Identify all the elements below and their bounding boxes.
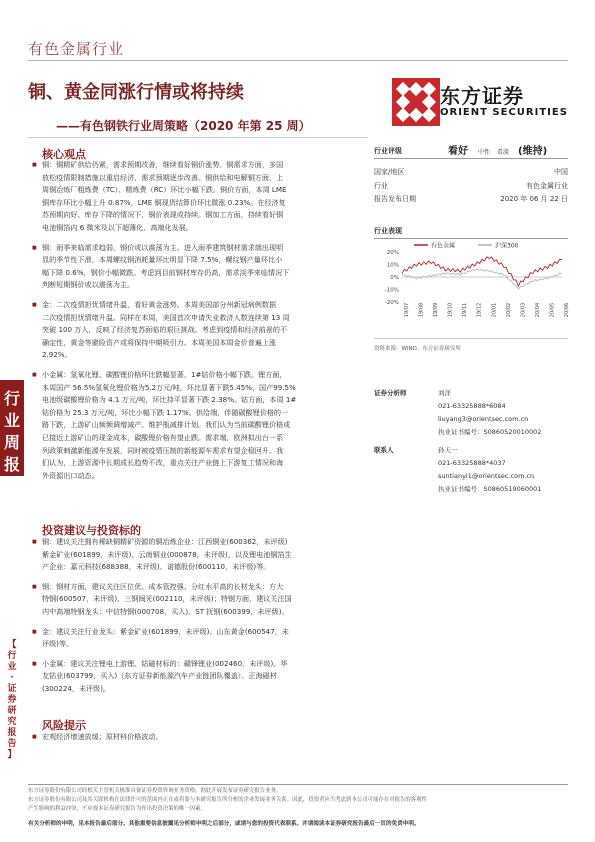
paragraph-line: 友钴业(603799，买入)（东方证券新能源汽车产业链团队覆盖）、正海磁材 bbox=[42, 671, 277, 681]
series-line-0 bbox=[402, 257, 562, 286]
bullet-icon: ■ bbox=[32, 583, 37, 590]
logo-mark-icon bbox=[392, 78, 440, 126]
report-title: 铜、黄金同涨行情或将持续 bbox=[28, 82, 244, 103]
bullet-icon: ■ bbox=[32, 660, 37, 667]
footer-line: 产生影响的利益冲突，不应视本证券研究报告为作出投资决策的唯一因素。 bbox=[28, 806, 206, 812]
analyst-phone: 021-63325888*4037 bbox=[438, 459, 506, 467]
side-label-char: 研 bbox=[7, 706, 17, 716]
y-tick-label: 20% bbox=[386, 250, 399, 256]
paragraph-line: 紫金矿业(601899，未评级)、云南铜业(000878，未评级)，以及锂电池铜箔生 bbox=[42, 549, 292, 559]
rating-row-value: 有色金属行业 bbox=[526, 182, 568, 190]
bullet-icon: ■ bbox=[32, 734, 37, 740]
paragraph-line: 特钢(600507，未评级)、三钢闽光(002110，未评级)；特钢方面，建议关注国 bbox=[42, 594, 292, 604]
paragraph-line: 电池铜箔内 6 微米及以下超薄化、高端化发展。 bbox=[42, 223, 193, 232]
x-tick-label: 19/12 bbox=[476, 302, 483, 318]
side-label-char: 【 bbox=[7, 640, 17, 650]
y-tick-label: 0% bbox=[390, 275, 399, 281]
rating-top-rule bbox=[374, 158, 568, 159]
paragraph-line: 铜：铜精矿供给仍紧，需求预期改善，继续看好铜价涨势。铜需求方面，多国 bbox=[42, 160, 284, 169]
paragraph-line: 路下跌，上游矿山频频调增减产、维护瓶减排计划。我们认为当前碳酸锂价格或 bbox=[42, 420, 291, 430]
perf-bottom-rule bbox=[374, 338, 568, 339]
analyst-cert: 执业证书编号：S0860519060001 bbox=[438, 485, 542, 493]
x-tick-label: 20/05 bbox=[549, 302, 556, 318]
paragraph-line: 评级)等。 bbox=[42, 639, 74, 649]
rating-option-bearish: 看淡 bbox=[497, 149, 510, 156]
side-label-char: 行 bbox=[7, 651, 17, 661]
paragraph-line: 列政策刺激新能源车发展，同时被疫情压制的新能源车需求有望企稳回升。我 bbox=[42, 445, 284, 455]
analyst-name: 孙天一 bbox=[438, 446, 458, 454]
risk-heading: 风险提示 bbox=[42, 719, 86, 732]
top-divider bbox=[28, 60, 568, 61]
logo-name-en: ORIENT SECURITIES bbox=[440, 107, 568, 118]
side-band-char: 报 bbox=[3, 455, 20, 474]
analyst-email[interactable]: suntianyi1@orientsec.com.cn bbox=[438, 472, 535, 480]
logo-name-cn: 东方证券 bbox=[440, 84, 524, 108]
paragraph-line: 突破 100 万人，反映了经济复苏面临的艰巨挑战。考虑到疫情和经济前景的不 bbox=[42, 325, 288, 335]
rating-row-key: 国家/地区 bbox=[374, 168, 405, 176]
x-tick-label: 19/09 bbox=[433, 302, 440, 318]
footer-statement: 有关分析师的申明，见本报告最后部分。其他重要信息披露见分析师申明之后部分，或请与您的投资代表联系。并请阅读本证券研究报告最后一页的免责申明。 bbox=[28, 821, 420, 827]
paragraph-line: (300224，未评级)。 bbox=[42, 684, 111, 693]
bullet-icon: ■ bbox=[32, 539, 37, 545]
paragraph-line: 钢：钢材方面，建议关注区位优、成本管控强、分红水平高的长材龙头：方大 bbox=[42, 581, 284, 591]
side-label-char: 报 bbox=[7, 728, 17, 738]
side-label-char: 究 bbox=[7, 717, 17, 727]
invest-heading: 投资建议与投资标的 bbox=[42, 524, 141, 537]
rating-row-value: 2020 年 06 月 22 日 bbox=[500, 195, 568, 203]
y-tick-label: -20% bbox=[384, 300, 399, 306]
x-tick-label: 19/11 bbox=[462, 302, 469, 318]
paragraph-line: 内中高端特钢龙头：中信特钢(000708，买入)、ST 抚钢(600399，未评级)。 bbox=[42, 607, 289, 616]
rating-row-key: 行业 bbox=[374, 182, 388, 190]
analyst-role: 证券分析师 bbox=[374, 389, 407, 397]
footer-divider bbox=[28, 784, 568, 785]
side-label-char: 券 bbox=[7, 695, 17, 705]
bullet-icon: ■ bbox=[32, 302, 37, 308]
paragraph-line: 金：二次疫情担忧情绪升温，看好黄金涨势。本周美国部分州新冠病例数据 bbox=[42, 300, 277, 309]
legend-label: 有色金属 bbox=[431, 242, 456, 250]
paragraph-line: 小金属：氢氧化锂、碳酸锂价格环比跌幅显著，1#钴价格小幅下跌。锂方面， bbox=[42, 370, 287, 379]
paragraph-line: 苏预期向好、库存下降的情况下，铜价表现或持续。铜加工方面，持续看好铜 bbox=[42, 210, 284, 220]
paragraph-line: 本周国产 56.5%氢氧化锂价格为5.2万元/吨，环比显著下跌5.45%，国产99.5% bbox=[42, 382, 296, 392]
rating-keep: (维持) bbox=[518, 146, 548, 157]
paragraph-line: 钢：雨季来临需求趋弱，钢价或以震荡为主。进入雨季建筑钢材需求端出现明 bbox=[42, 242, 284, 252]
x-tick-label: 20/06 bbox=[564, 302, 570, 318]
rating-value: 看好 bbox=[448, 146, 468, 157]
rating-label: 行业评级 bbox=[374, 147, 402, 155]
y-tick-label: 10% bbox=[386, 262, 399, 269]
paragraph-line: 外资源出口动态。 bbox=[42, 470, 99, 480]
side-band bbox=[0, 380, 24, 476]
industry-performance-chart bbox=[374, 240, 568, 318]
paragraph-line: 们认为，上游资源中长期成长趋势不改，重点关注产业链上下游复工情况和海 bbox=[42, 458, 284, 468]
x-tick-label: 19/10 bbox=[447, 302, 454, 318]
bullet-icon: ■ bbox=[32, 162, 37, 168]
report-subtitle: ——有色钢铁行业周策略（2020 年第 25 周） bbox=[56, 119, 311, 133]
paragraph-line: 铜库存环比小幅上升 0.87%，LME 铜现货结算价环比微涨 0.23%。在经济复 bbox=[42, 197, 286, 207]
side-band-char: 行 bbox=[3, 389, 20, 408]
side-label-char: 业 bbox=[7, 662, 17, 672]
y-tick-label: -10% bbox=[384, 287, 399, 294]
side-band-char: 业 bbox=[3, 411, 20, 430]
paragraph-line: 已接近上游矿山的现金成本，碳酸锂价格有望止跌。需求端，欧洲拟出台一系 bbox=[42, 433, 284, 442]
footer-line: 东方证券股份有限公司经相关主管机关核准具备证券投资咨询业务资格，据此开展发布证券研究报告业务。 bbox=[28, 788, 282, 794]
sector-title: 有色金属行业 bbox=[28, 40, 125, 58]
footer-disclaimer bbox=[28, 787, 568, 814]
side-label-char: · bbox=[10, 673, 14, 683]
bullet-icon: ■ bbox=[32, 628, 37, 635]
paragraph-line: 2.92%。 bbox=[42, 350, 72, 360]
rating-row-value: 中国 bbox=[554, 168, 568, 176]
paragraph-line: 金：建议关注行业龙头：紫金矿业(601899，未评级)、山东黄金(600547，未 bbox=[42, 626, 289, 636]
paragraph-line: 二次疫情担忧情绪升温。同样在本周，美国首次申请失业救济人数连续第 13 周 bbox=[42, 312, 290, 322]
paragraph-line: 放松疫情限制措施以重启经济，需求预期逐步改善。铜供给和电解铜方面，上 bbox=[42, 172, 284, 182]
paragraph-line: 电池级碳酸锂价格为 4.1 万元/吨，环比持平显著下跌 2.38%。钴方面，本周 1# bbox=[42, 395, 297, 405]
paragraph-line: 宏观经济增速放缓；原材料价格波动。 bbox=[42, 732, 163, 741]
paragraph-line: 小金属：建议关注锂电上游锂、钴磁材标的：赣锋锂业(002460，未评级)、华 bbox=[42, 658, 288, 668]
bullet-icon: ■ bbox=[32, 372, 37, 378]
paragraph-line: 钴价格为 25.3 万元/吨，环比小幅下跌 1.17%。供给端，伴随碳酸锂价格的一 bbox=[42, 407, 289, 417]
analyst-phone: 021-63325888*6084 bbox=[438, 402, 506, 410]
x-tick-label: 19/08 bbox=[418, 302, 425, 318]
analyst-role: 联系人 bbox=[374, 446, 394, 454]
analyst-cert: 执业证书编号：S0860520010002 bbox=[438, 428, 542, 436]
title-divider bbox=[28, 137, 368, 138]
rating-row-key: 报告发布日期 bbox=[374, 195, 416, 203]
paragraph-line: 确定性，黄金等避险资产或将保持中期吸引力。本周美国本周金价普遍上涨 bbox=[42, 337, 277, 347]
x-tick-label: 20/04 bbox=[534, 302, 541, 318]
rating-option-neutral: 中性 bbox=[478, 149, 491, 156]
paragraph-line: 显的季节性下滑，本周螺纹钢消耗量环比明显下降 7.5%，螺纹钢产量环比小 bbox=[42, 255, 283, 265]
paragraph-line: 产企业：嘉元科技(688388，未评级)、诺德股份(600110，未评级)等。 bbox=[42, 562, 271, 572]
side-label bbox=[4, 640, 20, 761]
side-label-char: 证 bbox=[7, 684, 17, 694]
side-label-text bbox=[4, 640, 20, 761]
legend-label: 沪深300 bbox=[495, 242, 519, 250]
paragraph-line: 铜：建议关注拥有稀缺铜精矿资源的铜冶炼企业：江西铜业(600362，未评级) bbox=[42, 537, 288, 546]
perf-source: 资料来源：WIND、东方证券研究所 bbox=[374, 346, 461, 352]
x-tick-label: 20/03 bbox=[520, 302, 527, 318]
footer-line: 东方证券股份有限公司及其关联机构在法律许可的范围内正在或将要与本研究报告所分析的企业发展业务关系。因此，投资者应当考虑到本公司可能存在对报告的客观性 bbox=[28, 797, 427, 803]
side-band-char: 周 bbox=[3, 433, 20, 452]
paragraph-line: 判断短期钢价或以震荡为主。 bbox=[42, 280, 135, 290]
side-label-char: 】 bbox=[7, 750, 17, 760]
analyst-email[interactable]: liuyang3@orientsec.com.cn bbox=[438, 415, 529, 423]
paragraph-line: 幅下降 0.6%，钢价小幅微跌。考虑到目前钢材库存仍高，需求淡季来临情况下 bbox=[42, 267, 290, 277]
x-tick-label: 20/02 bbox=[505, 302, 512, 318]
analyst-name: 刘洋 bbox=[438, 389, 451, 397]
perf-rule bbox=[374, 238, 568, 239]
x-tick-label: 19/07 bbox=[404, 302, 410, 318]
bullet-icon: ■ bbox=[32, 244, 37, 251]
side-band-text bbox=[0, 388, 24, 476]
perf-heading: 行业表现 bbox=[374, 227, 402, 235]
core-heading: 核心观点 bbox=[42, 148, 86, 161]
side-label-char: 告 bbox=[7, 739, 17, 749]
x-tick-label: 20/01 bbox=[491, 302, 498, 318]
paragraph-line: 周铜冶炼厂粗炼费（TC）、精炼费（RC）环比小幅下跌。铜价方面，本周 LME bbox=[42, 185, 287, 195]
